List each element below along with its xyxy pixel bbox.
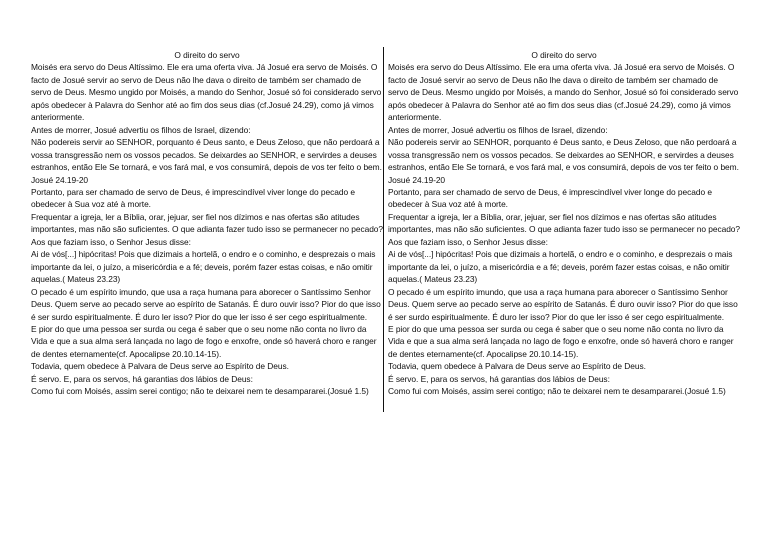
left-column [31, 49, 383, 398]
paragraph: O pecado é um espírito imundo, que usa a raça humana para aborecer o Santíssimo Senhor Deus. Quem serve ao pecado serve ao espírito de Satanás. É duro ouvir isso? Pior do que isso é ser surdo espiritualmente. É duro ler isso? Pior do que ler isso é ser cego espiritualmente. [31, 286, 381, 322]
paragraph: Portanto, para ser chamado de servo de Deus, é imprescindível viver longe do pecado e obedecer à Sua voz até à morte. [31, 186, 355, 210]
paragraph: É servo. E, para os servos, há garantias dos lábios de Deus: [388, 373, 610, 384]
paragraph: Todavia, quem obedece à Palvara de Deus serve ao Espírito de Deus. [31, 361, 289, 372]
paragraph: Moisés era servo do Deus Altíssimo. Ele era uma oferta viva. Já Josué era servo de Moisés. O facto de Josué servir ao servo de Deus não lhe dava o direito de também ser chamado de servo de Deus. Mesmo ungido por Moisés, a mando do Senhor, Josué só foi considerado servo após obedecer à Palavra do Senhor até ao fim dos seus dias (cf.Josué 24.29), como já vimos anteriormente. [31, 62, 382, 123]
page-title: O direito do servo [531, 50, 597, 60]
paragraph: O pecado é um espírito imundo, que usa a raça humana para aborecer o Santíssimo Senhor Deus. Quem serve ao pecado serve ao espírito de Satanás. É duro ouvir isso? Pior do que isso é ser surdo espiritualmente. É duro ler isso? Pior do que ler isso é ser cego espiritualmente. [388, 286, 738, 322]
paragraph: Antes de morrer, Josué advertiu os filhos de Israel, dizendo: [388, 124, 608, 135]
paragraph: É servo. E, para os servos, há garantias dos lábios de Deus: [31, 373, 253, 384]
paragraph: Aos que faziam isso, o Senhor Jesus disse: [388, 236, 548, 247]
column-divider [383, 47, 384, 412]
paragraph: Moisés era servo do Deus Altíssimo. Ele era uma oferta viva. Já Josué era servo de Moisés. O facto de Josué servir ao servo de Deus não lhe dava o direito de também ser chamado de servo de Deus. Mesmo ungido por Moisés, a mando do Senhor, Josué só foi considerado servo após obedecer à Palavra do Senhor até ao fim dos seus dias (cf.Josué 24.29), como já vimos anteriormente. [388, 62, 739, 123]
paragraph: E pior do que uma pessoa ser surda ou cega é saber que o seu nome não conta no livro da Vida e que a sua alma será lançada no lago de fogo e enxofre, onde só haverá choro e ranger de dentes eternamente(cf. Apocalipse 20.10.14-15). [388, 323, 734, 359]
paragraph: Ai de vós[...] hipócritas! Pois que dizimais a hortelã, o endro e o cominho, e desprezais o mais importante da lei, o juízo, a misericórdia e a fé; deveis, porém fazer estas coisas, e não omitir aquelas.( Mateus 23.23) [31, 249, 376, 285]
paragraph: Ai de vós[...] hipócritas! Pois que dizimais a hortelã, o endro e o cominho, e desprezais o mais importante da lei, o juízo, a misericórdia e a fé; deveis, porém fazer estas coisas, e não omitir aquelas.( Mateus 23.23) [388, 249, 733, 285]
paragraph: Como fui com Moisés, assim serei contigo; não te deixarei nem te desampararei.(Josué 1.5) [31, 386, 369, 397]
paragraph: E pior do que uma pessoa ser surda ou cega é saber que o seu nome não conta no livro da Vida e que a sua alma será lançada no lago de fogo e enxofre, onde só haverá choro e ranger de dentes eternamente(cf. Apocalipse 20.10.14-15). [31, 323, 377, 359]
paragraph: Antes de morrer, Josué advertiu os filhos de Israel, dizendo: [31, 124, 251, 135]
paragraph: Frequentar a igreja, ler a Bíblia, orar, jejuar, ser fiel nos dízimos e nas ofertas são atitudes importantes, mas não são suficientes. O que adianta fazer tudo isso se permanecer no pecado? [31, 211, 384, 235]
paragraph: Todavia, quem obedece à Palvara de Deus serve ao Espírito de Deus. [388, 361, 646, 372]
paragraph: Portanto, para ser chamado de servo de Deus, é imprescindível viver longe do pecado e obedecer à Sua voz até à morte. [388, 186, 712, 210]
right-column [388, 49, 740, 398]
paragraph: Frequentar a igreja, ler a Bíblia, orar, jejuar, ser fiel nos dízimos e nas ofertas são atitudes importantes, mas não são suficientes. O que adianta fazer tudo isso se permanecer no pecado? [388, 211, 741, 235]
paragraph: Aos que faziam isso, o Senhor Jesus disse: [31, 236, 191, 247]
paragraph: Não podereis servir ao SENHOR, porquanto é Deus santo, e Deus Zeloso, que não perdoará a vossa transgressão nem os vossos pecados. Se deixardes ao SENHOR, e servirdes a deuses estranhos, então Ele Se tornará, e vos fará mal, e vos consumirá, depois de vos ter feito o bem. Josué 24.19-20 [31, 137, 382, 185]
paragraph: Não podereis servir ao SENHOR, porquanto é Deus santo, e Deus Zeloso, que não perdoará a vossa transgressão nem os vossos pecados. Se deixardes ao SENHOR, e servirdes a deuses estranhos, então Ele Se tornará, e vos fará mal, e vos consumirá, depois de vos ter feito o bem. Josué 24.19-20 [388, 137, 739, 185]
paragraph: Como fui com Moisés, assim serei contigo; não te deixarei nem te desampararei.(Josué 1.5) [388, 386, 726, 397]
page-title: O direito do servo [174, 50, 240, 60]
